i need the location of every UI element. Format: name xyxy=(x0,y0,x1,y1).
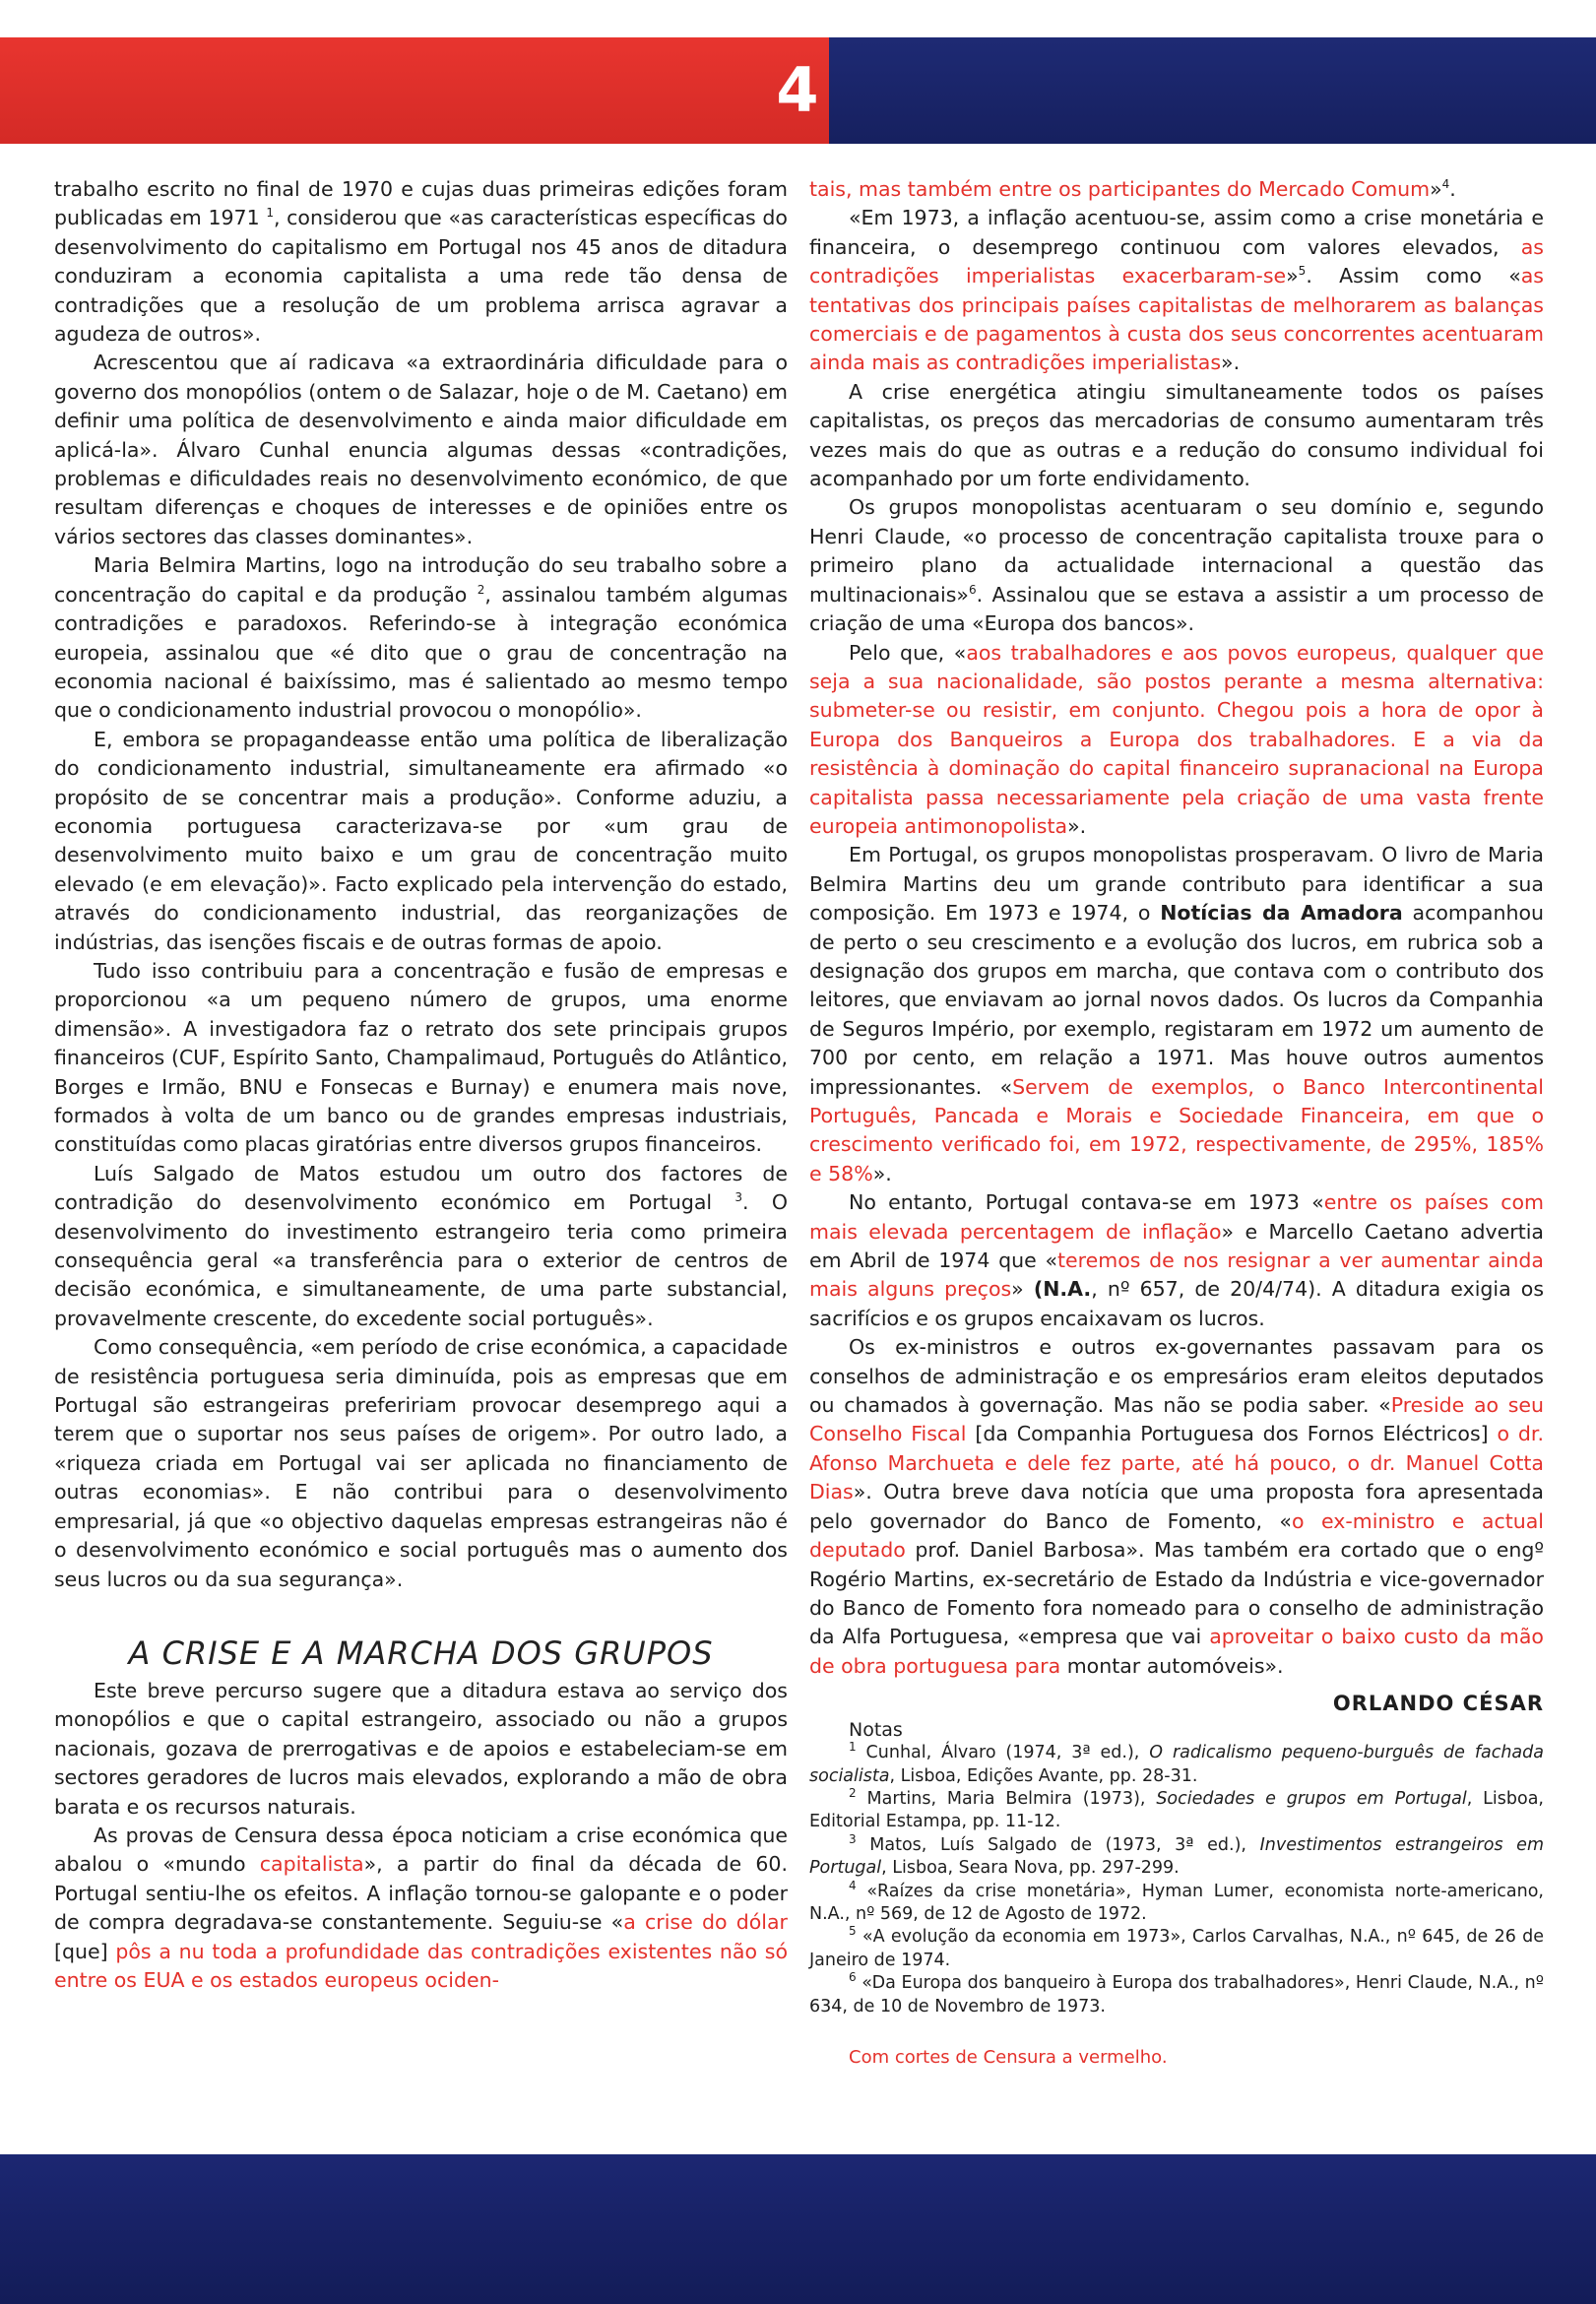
censored-text: a crise do dólar xyxy=(623,1910,788,1935)
header-red-band xyxy=(0,37,829,144)
censored-text: aproveitar o baixo custo da mão de obra portuguesa para xyxy=(809,1625,1544,1678)
footnote-ref: 6 xyxy=(968,582,977,597)
paragraph: A crise energética atingiu simultaneamente todos os países capitalistas, os preços das mercadorias de consumo aumentaram três vezes mais do que as outras e a redução do consumo individual foi acompanhado por um forte endividamento. xyxy=(809,379,1544,491)
paragraph: Tudo isso contribuiu para a concentração e fusão de empresas e proporcionou «a um pequeno número de grupos, uma enorme dimensão». A investigadora faz o retrato dos sete principais grupos financeiros (CUF, Espírito Santo, Champalimaud, Português do Atlântico, Borges e Irmão, BNU e Fonsecas e Burnay) e enumera mais nove, formados à volta de um banco ou de grandes empresas industriais, constituídas como placas giratórias entre diversos grupos financeiros. xyxy=(54,958,788,1157)
left-column xyxy=(54,175,788,2144)
footnote-ref: 3 xyxy=(734,1190,743,1205)
author-byline: ORLANDO CÉSAR xyxy=(1332,1692,1544,1716)
paragraph: No entanto, Portugal contava-se em 1973 «entre os países com mais elevada percentagem de inflação» e Marcello Caetano advertia em Abril de 1974 que «teremos de nos resignar a ver aumentar ainda mais alguns preços» (N.A., nº 657, de 20/4/74). A ditadura exigia os sacrifícios e os grupos encaixavam os lucros. xyxy=(809,1190,1544,1330)
footnote-ref: 5 xyxy=(1298,264,1307,279)
censored-text: tais, mas também entre os participantes do Mercado Comum xyxy=(809,177,1431,201)
paragraph: Os grupos monopolistas acentuaram o seu domínio e, segundo Henri Claude, «o processo de concentração capitalista trouxe para o primeiro plano da actualidade internacional a questão das multinacionais»$^6$. Assinalou que se estava a assistir a um processo de criação de uma «Europa dos bancos». xyxy=(809,495,1544,636)
paragraph: Luís Salgado de Matos estudou um outro dos factores de contradição do desenvolvimento económico em Portugal $^3$. O desenvolvimento do investimento estrangeiro teria como primeira consequência geral «a transferência para o exterior de centros de decisão económica, e simultaneamente, de uma parte substancial, provavelmente crescente, do excedente social português». xyxy=(54,1161,788,1330)
page-number: 4 xyxy=(776,54,819,126)
censored-text: Servem de exemplos, o Banco Intercontinental Português, Pancada e Morais e Sociedade Financeira, em que o crescimento verificado foi, em 1972, respectivamente, de 295%, 185% e 58% xyxy=(809,1074,1544,1185)
censored-text: capitalista xyxy=(259,1852,364,1877)
footnote-ref: 4 xyxy=(1441,177,1450,192)
paragraph: E, embora se propagandeasse então uma política de liberalização do condicionamento industrial, simultaneamente era afirmado «o propósito de se concentrar mais a produção». Conforme aduziu, a economia portuguesa caracterizava-se por «um grau de desenvolvimento muito baixo e um grau de concentração muito elevado (e em elevação)». Facto explicado pela intervenção do estado, através do condicionamento industrial, das reorganizações de indústrias, das isenções fiscais e de outras formas de apoio. xyxy=(54,727,788,954)
paragraph: «Em 1973, a inflação acentuou-se, assim como a crise monetária e financeira, o desemprego continuou com valores elevados, as contradições imperialistas exacerbaram-se»$^5$. Assim como «as tentativas dos principais países capitalistas de melhorarem as balanças comerciais e de pagamentos à custa dos seus concorrentes acentuaram ainda mais as contradições imperialistas». xyxy=(809,206,1544,375)
censored-text: o ex-ministro e actual deputado xyxy=(809,1508,1544,1563)
footnotes-list xyxy=(809,1742,1544,2018)
notes-title: Notas xyxy=(849,1719,903,1742)
section-heading: A CRISE E A MARCHA DOS GRUPOS xyxy=(128,1633,714,1672)
footnote: $^4$ «Raízes da crise monetária», Hyman Lumer, economista norte-americano, N.A., nº 569, de 12 de Agosto de 1972. xyxy=(809,1878,1544,1924)
header-blue-band xyxy=(829,37,1596,144)
footnote-ref: 2 xyxy=(477,582,485,597)
paragraph: Este breve percurso sugere que a ditadura estava ao serviço dos monopólios e que o capital estrangeiro, associado ou não a grupos nacionais, gozava de prerrogativas e de apoios e estabeleciam-se em sectores geradores de lucros mais elevados, explorando a mão de obra barata e os recursos naturais. xyxy=(54,1678,788,1819)
newspaper-name: Notícias da Amadora xyxy=(1160,901,1403,926)
paragraph: As provas de Censura dessa época noticiam a crise económica que abalou o «mundo capitalista», a partir do final da década de 60. Portugal sentiu-lhe os efeitos. A inflação tornou-se galopante e o poder de compra degradava-se constantemente. Seguiu-se «a crise do dólar [que] pôs a nu toda a profundidade das contradições existentes não só entre os EUA e os estados europeus ociden- xyxy=(54,1823,788,1992)
page-header-band xyxy=(0,37,1596,144)
censored-text: entre os países com mais elevada percentagem de inflação xyxy=(809,1190,1544,1244)
right-column xyxy=(809,175,1544,2144)
censored-text: o dr. Afonso Marchueta e dele fez parte, até há pouco, o dr. Manuel Cotta Dias xyxy=(809,1422,1544,1504)
footnote: $^6$ «Da Europa dos banqueiro à Europa dos trabalhadores», Henri Claude, N.A., nº 634, de 10 de Novembro de 1973. xyxy=(809,1970,1544,2016)
censored-text: as contradições imperialistas exacerbaram-se xyxy=(809,234,1544,288)
censored-text: pôs a nu toda a profundidade das contradições existentes não só entre os EUA e os estados europeus ociden- xyxy=(54,1939,788,1992)
footnote: $^2$ Martins, Maria Belmira (1973), Sociedades e grupos em Portugal, Lisboa, Editorial Estampa, pp. 11-12. xyxy=(809,1786,1544,1832)
footnote: $^5$ «A evolução da economia em 1973», Carlos Carvalhas, N.A., nº 645, de 26 de Janeiro de 1974. xyxy=(809,1924,1544,1970)
paragraph: Acrescentou que aí radicava «a extraordinária dificuldade para o governo dos monopólios (ontem o de Salazar, hoje o de M. Caetano) em definir uma política de desenvolvimento e ainda maior dificuldade em aplicá-la». Álvaro Cunhal enuncia algumas dessas «contradições, problemas e dificuldades reais no desenvolvimento económico, de que resultam diferenças e choques de interesses e de opiniões entre os vários sectores das classes dominantes». xyxy=(54,351,788,548)
paragraph: trabalho escrito no final de 1970 e cujas duas primeiras edições foram publicadas em 1971 $^1$, considerou que «as características específicas do desenvolvimento do capitalismo em Portugal nos 45 anos de ditadura conduziram a economia capitalista a uma rede tão densa de contradições que a resolução de um problema arrisca agravar a agudeza de outros». xyxy=(54,177,788,347)
paragraph: Como consequência, «em período de crise económica, a capacidade de resistência portuguesa seria diminuída, pois as empresas que em Portugal são estrangeiras prefeririam provocar desemprego aqui a terem que o suportar nos seus países de origem». Por outro lado, a «riqueza criada em Portugal vai ser aplicada no financiamento de outras economias». E não contribui para o desenvolvimento empresarial, já que «o objectivo daquelas empresas estrangeiras não é o desenvolvimento económico e social português mas o aumento dos seus lucros ou da sua segurança». xyxy=(54,1335,788,1591)
censored-text: Preside ao seu Conselho Fiscal xyxy=(809,1393,1544,1446)
censored-text: as tentativas dos principais países capitalistas de melhorarem as balanças comerciais e de pagamentos à custa dos seus concorrentes acentuaram ainda mais as contradições imperialistas xyxy=(809,264,1544,375)
footnote: $^3$ Matos, Luís Salgado de (1973, 3ª ed.), Investimentos estrangeiros em Portugal, Lisboa, Seara Nova, pp. 297-299. xyxy=(809,1831,1544,1879)
paragraph: Os ex-ministros e outros ex-governantes passavam para os conselhos de administração e os empresários eram eleitos deputados ou chamados à governação. Mas não se podia saber. «Preside ao seu Conselho Fiscal [da Companhia Portuguesa dos Fornos Eléctricos] o dr. Afonso Marchueta e dele fez parte, até há pouco, o dr. Manuel Cotta Dias». Outra breve dava notícia que uma proposta fora apresentada pelo governador do Banco de Fomento, «o ex-ministro e actual deputado prof. Daniel Barbosa». Mas também era cortado que o engº Rogério Martins, ex-secretário de Estado da Indústria e vice-governador do Banco de Fomento fora nomeado para o conselho de administração da Alfa Portuguesa, «empresa que vai aproveitar o baixo custo da mão de obra portuguesa para montar automóveis». xyxy=(809,1335,1544,1678)
footnote: $^1$ Cunhal, Álvaro (1974, 3ª ed.), O radicalismo pequeno-burguês de fachada socialista, Lisboa, Edições Avante, pp. 28-31. xyxy=(809,1740,1544,1786)
page-footer-band xyxy=(0,2154,1596,2304)
paragraph: Maria Belmira Martins, logo na introdução do seu trabalho sobre a concentração do capital e da produção $^2$, assinalou também algumas contradições e paradoxos. Referindo-se à integração económica europeia, assinalou que «é dito que o grau de concentração na economia nacional é baixíssimo, mas é salientado ao mesmo tempo que o condicionamento industrial provocou o monopólio». xyxy=(54,553,788,723)
censorship-note: Com cortes de Censura a vermelho. xyxy=(849,2047,1168,2068)
censored-text: aos trabalhadores e aos povos europeus, qualquer que seja a sua nacionalidade, são postos perante a mesma alternativa: submeter-se ou resistir, em conjunto. Chegou pois a hora de opor à Europa dos Banqueiros a Europa dos trabalhadores. E a via da resistência à dominação do capital financeiro supranacional na Europa capitalista passa necessariamente pela criação de uma vasta frente europeia antimonopolista xyxy=(809,640,1544,838)
censored-text: teremos de nos resignar a ver aumentar ainda mais alguns preços xyxy=(809,1248,1544,1302)
newspaper-ref: (N.A. xyxy=(1033,1277,1092,1302)
footnote-ref: 1 xyxy=(266,206,274,221)
paragraph: tais, mas também entre os participantes do Mercado Comum»$^4$. xyxy=(809,177,1456,201)
paragraph: Pelo que, «aos trabalhadores e aos povos europeus, qualquer que seja a sua nacionalidade, são postos perante a mesma alternativa: submeter-se ou resistir, em conjunto. Chegou pois a hora de opor à Europa dos Banqueiros a Europa dos trabalhadores. E a via da resistência à dominação do capital financeiro supranacional na Europa capitalista passa necessariamente pela criação de uma vasta frente europeia antimonopolista». xyxy=(809,640,1544,838)
paragraph: Em Portugal, os grupos monopolistas prosperavam. O livro de Maria Belmira Martins deu um grande contributo para identificar a sua composição. Em 1973 e 1974, o Notícias da Amadora acompanhou de perto o seu crescimento e a evolução dos lucros, em rubrica sob a designação dos grupos em marcha, que contava com o contributo dos leitores, que enviavam ao jornal novos dados. Os lucros da Companhia de Seguros Império, por exemplo, registaram em 1972 um aumento de 700 por cento, em relação a 1971. Mas houve outros aumentos impressionantes. «Servem de exemplos, o Banco Intercontinental Português, Pancada e Morais e Sociedade Financeira, em que o crescimento verificado foi, em 1972, respectivamente, de 295%, 185% e 58%». xyxy=(809,843,1544,1185)
